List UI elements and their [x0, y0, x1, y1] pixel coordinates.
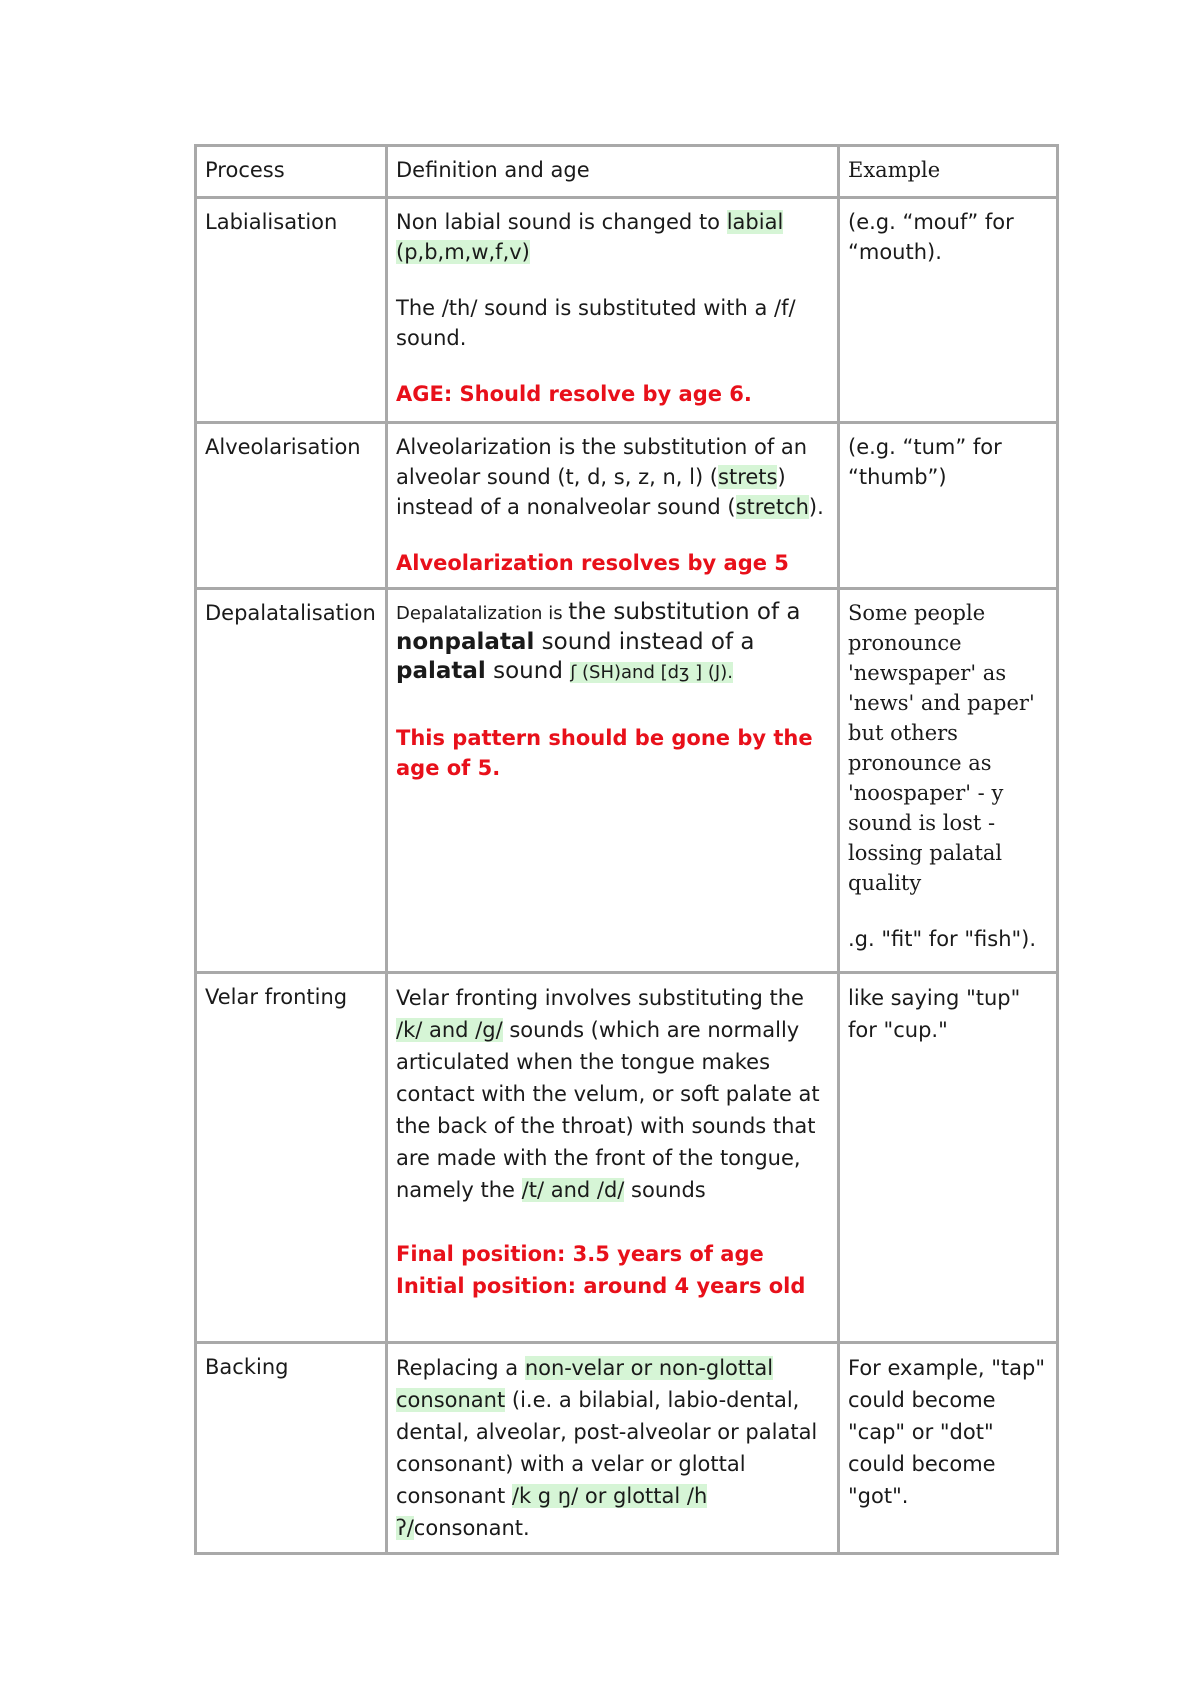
header-example: Example [839, 146, 1058, 198]
example-cell: For example, "tap" could become "cap" or "dot" could become "got". [839, 1343, 1058, 1554]
highlight: ʃ (SH)and [dʒ ] (J). [570, 662, 733, 683]
age-note: Alveolarization resolves by age 5 [396, 551, 789, 575]
highlight: strets [718, 465, 778, 489]
definition-cell [387, 1343, 839, 1554]
example-cell: like saying "tup" for "cup." [839, 973, 1058, 1343]
highlight: /k/ and /g/ [396, 1018, 503, 1042]
table-header-row [196, 146, 1058, 198]
table-row-depalatalisation [196, 589, 1058, 973]
table-row-alveolarisation [196, 423, 1058, 589]
highlight: non-velar or non-glottal consonant [396, 1356, 774, 1412]
process-cell: Backing [196, 1343, 387, 1554]
example-cell: (e.g. “tum” for “thumb”) [839, 423, 1058, 589]
age-note: This pattern should be gone by the age of 5. [396, 726, 813, 780]
header-process: Process [196, 146, 387, 198]
highlight: /k g ŋ/ or glottal /h ʔ/ [396, 1484, 708, 1540]
process-cell: Depalatalisation [196, 589, 387, 973]
definition-cell [387, 423, 839, 589]
highlight: labial [726, 210, 784, 234]
definition-text: Depalatalization is the substitution of a nonpalatal sound instead of a palatal sound ʃ (SH)and [dʒ ] (J). [396, 599, 801, 684]
definition-text: Alveolarization is the substitution of an alveolar sound (t, d, s, z, n, l) (strets) instead of a nonalveolar sound (stretch). [396, 435, 824, 519]
process-cell: Velar fronting [196, 973, 387, 1343]
age-note: AGE: Should resolve by age 6. [396, 382, 752, 406]
header-definition: Definition and age [387, 146, 839, 198]
definition-cell [387, 198, 839, 423]
highlight: (p,b,m,w,f,v) [396, 240, 530, 264]
table-row-backing [196, 1343, 1058, 1554]
definition-cell [387, 589, 839, 973]
definition-text: Velar fronting involves substituting the /k/ and /g/ sounds (which are normally articulated when the tongue makes contact with the velum, or soft palate at the back of the throat) with sounds that are made with the front of the tongue, namely the /t/ and /d/ sounds [396, 986, 820, 1202]
example-cell [839, 589, 1058, 973]
highlight: stretch [735, 495, 809, 519]
table-row-velar-fronting [196, 973, 1058, 1343]
example-text: .g. "fit" for "fish"). [848, 927, 1037, 951]
phonological-process-table [194, 144, 1059, 1555]
highlight: /t/ and /d/ [521, 1178, 625, 1202]
example-text: Some people pronounce 'newspaper' as 'news' and paper' but others pronounce as 'noospaper' - y sound is lost - lossing palatal quality [848, 601, 1035, 895]
process-cell: Alveolarisation [196, 423, 387, 589]
age-note: Initial position: around 4 years old [396, 1274, 806, 1298]
process-cell: Labialisation [196, 198, 387, 423]
definition-text: Non labial sound is changed to labial (p,b,m,w,f,v) [396, 210, 784, 264]
example-cell: (e.g. “mouf” for “mouth). [839, 198, 1058, 423]
age-note: Final position: 3.5 years of age [396, 1242, 764, 1266]
table-row-labialisation [196, 198, 1058, 423]
definition-cell [387, 973, 839, 1343]
definition-text: Replacing a non-velar or non-glottal consonant (i.e. a bilabial, labio-dental, dental, alveolar, post-alveolar or palatal consonant) with a velar or glottal consonant /k g ŋ/ or glottal /h ʔ/consonant. [396, 1356, 818, 1540]
definition-text: The /th/ sound is substituted with a /f/ sound. [396, 296, 796, 350]
